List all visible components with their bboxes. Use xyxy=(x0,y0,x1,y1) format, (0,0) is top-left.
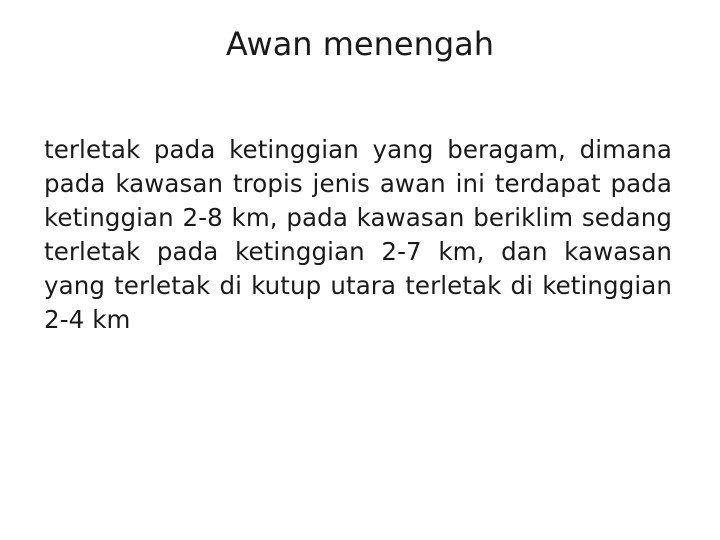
slide-body-text: terletak pada ketinggian yang beragam, dimana pada kawasan tropis jenis awan ini terdapat pada ketinggian 2-8 km, pada kawasan beriklim sedang terletak pada ketinggian 2-7 km, dan kawasan yang terletak di kutup utara terletak di ketinggian 2-4 km xyxy=(44,135,672,334)
slide-title: Awan menengah xyxy=(225,25,495,63)
